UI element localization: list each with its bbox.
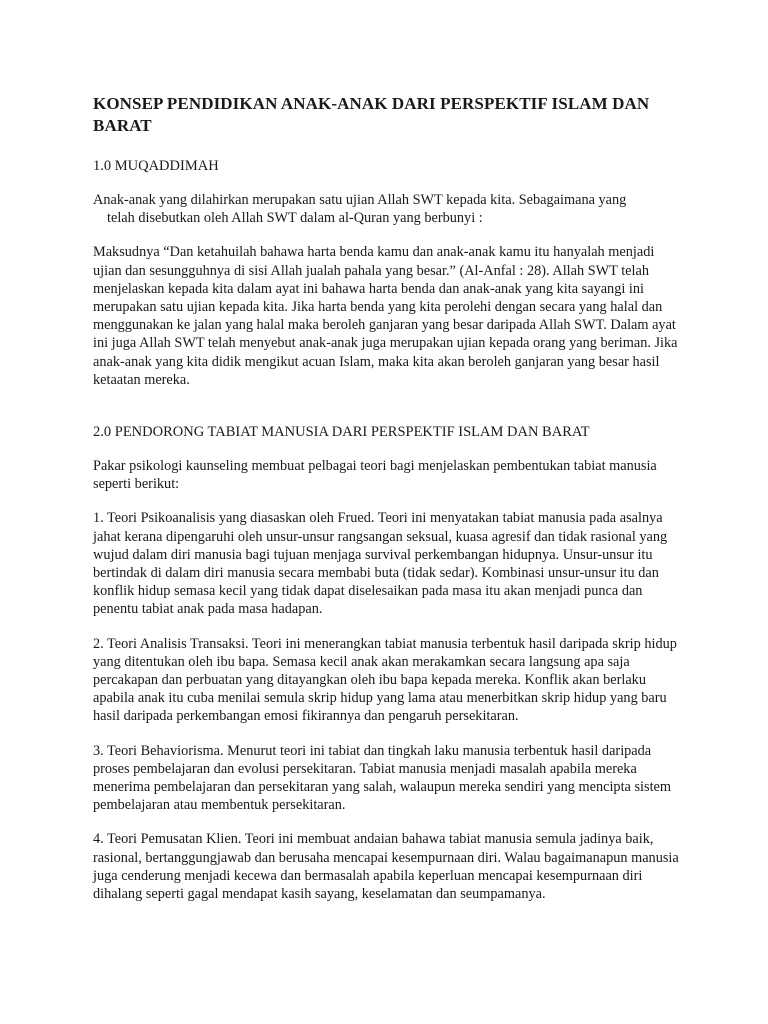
- section-heading-muqaddimah: 1.0 MUQADDIMAH: [93, 158, 219, 174]
- list-item-theory: 1. Teori Psikoanalisis yang diasaskan oleh Frued. Teori ini menyatakan tabiat manusia pada asalnya jahat kerana dipengaruhi oleh unsur-unsur rangsangan seksual, kuasa agresif dan tidak rasional yang wujud dalam diri manusia bagi tujuan menjaga survival perkembangan hidupnya. Unsur-unsur itu bertindak di dalam diri manusia secara membabi buta (tidak sedar). Kombinasi unsur-unsur itu dan konflik hidup semasa kecil yang tidak dapat diselesaikan pada masa itu akan menjadi punca dan penentu tabiat anak pada masa hadapan.: [93, 510, 668, 618]
- document-title: KONSEP PENDIDIKAN ANAK-ANAK DARI PERSPEKTIF ISLAM DAN BARAT: [93, 94, 650, 135]
- list-item-theory: 4. Teori Pemusatan Klien. Teori ini membuat andaian bahawa tabiat manusia semula jadinya baik, rasional, bertanggungjawab dan berusaha mencapai kesempurnaan diri. Walau bagaimanapun manusia juga cenderung menjadi kecewa dan bermasalah apabila keperluan mencapai kesempurnaan diri dihalang seperti gagal mendapat kasih sayang, keselamatan dan seumpamanya.: [93, 831, 679, 903]
- paragraph-intro: [93, 191, 683, 227]
- paragraph-theories-intro: Pakar psikologi kaunseling membuat pelbagai teori bagi menjelaskan pembentukan tabiat manusia seperti berikut:: [93, 458, 657, 493]
- section-heading-pendorong: 2.0 PENDORONG TABIAT MANUSIA DARI PERSPEKTIF ISLAM DAN BARAT: [93, 424, 590, 441]
- section-spacer: [93, 405, 683, 423]
- list-item-theory: 3. Teori Behaviorisma. Menurut teori ini tabiat dan tingkah laku manusia terbentuk hasil daripada proses pembelajaran dan evolusi persekitaran. Tabiat manusia menjadi masalah apabila mereka menerima pembelajaran dan persekitaran yang salah, walaupun mereka sendiri yang mencipta sistem pembelajaran atau membentuk persekitaran.: [93, 742, 672, 814]
- paragraph-intro-line2: telah disebutkan oleh Allah SWT dalam al-Quran yang berbunyi :: [107, 210, 483, 227]
- list-item-theory: 2. Teori Analisis Transaksi. Teori ini menerangkan tabiat manusia terbentuk hasil daripada skrip hidup yang ditentukan oleh ibu bapa. Semasa kecil anak akan merakamkan secara langsung apa saja percakapan dan perbuatan yang ditayangkan oleh ibu bapa kepada mereka. Konflik akan berlaku apabila anak itu cuba menilai semula skrip hidup yang lama atau menerbitkan skrip hidup yang baru hasil daripada perkembangan emosi fikirannya dan pengaruh persekitaran.: [93, 635, 677, 725]
- document-page: [93, 93, 683, 919]
- paragraph-ayat-explanation: Maksudnya “Dan ketahuilah bahawa harta benda kamu dan anak-anak kamu itu hanyalah menjadi ujian dan sesungguhnya di sisi Allah jualah pahala yang besar.” (Al-Anfal : 28). Allah SWT telah menjelaskan kepada kita dalam ayat ini bahawa harta benda dan anak-anak yang kita sayangi ini merupakan satu ujian kepada kita. Jika harta benda yang kita perolehi dengan secara yang halal dan menggunakan ke jalan yang halal maka beroleh ganjaran yang besar daripada Allah SWT. Dalam ayat ini juga Allah SWT telah menyebut anak-anak juga merupakan ujian kepada orang yang beriman. Jika anak-anak yang kita didik mengikut acuan Islam, maka kita akan beroleh ganjaran yang besar hasil ketaatan mereka.: [93, 244, 678, 388]
- paragraph-intro-line1: Anak-anak yang dilahirkan merupakan satu ujian Allah SWT kepada kita. Sebagaimana yang: [93, 192, 627, 208]
